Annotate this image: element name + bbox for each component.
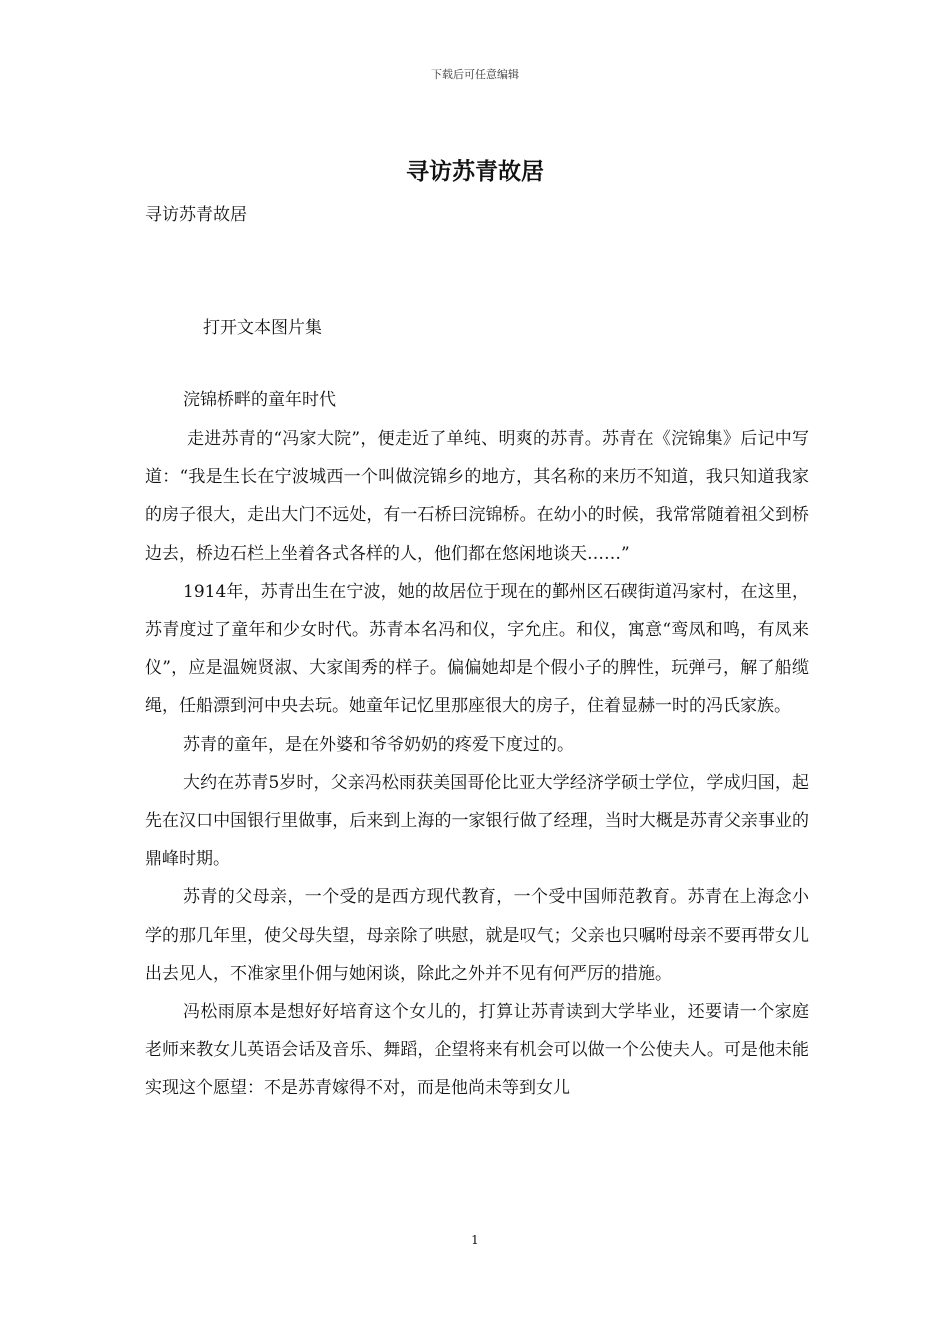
article-title: 寻访苏青故居 — [406, 158, 544, 185]
article-subtitle: 寻访苏青故居 — [145, 205, 247, 225]
open-gallery-link[interactable]: 打开文本图片集 — [203, 318, 322, 338]
paragraph: 1914年，苏青出生在宁波，她的故居位于现在的鄞州区石碶街道冯家村，在这里，苏青度过了童年和少女时代。苏青本名冯和仪，字允庄。和仪，寓意“鸾凤和鸣，有凤来仪”，应是温婉贤淑、大家闺秀的样子。偏偏她却是个假小子的脾性，玩弹弓，解了船缆绳，任船漂到河中央去玩。她童年记忆里那座很大的房子，住着显赫一时的冯氏家族。 — [145, 581, 809, 717]
article-body — [145, 420, 809, 1108]
paragraph: 苏青的童年，是在外婆和爷爷奶奶的疼爱下度过的。 — [183, 734, 574, 755]
paragraph: 苏青的父母亲，一个受的是西方现代教育，一个受中国师范教育。苏青在上海念小学的那几年里，使父母失望，母亲除了哄慰，就是叹气；父亲也只嘱咐母亲不要再带女儿出去见人，不准家里仆佣与她闲谈，除此之外并不见有何严厉的措施。 — [145, 887, 809, 984]
page-header: 下载后可任意编辑 — [431, 68, 519, 81]
page-number: 1 — [471, 1233, 479, 1247]
paragraph: 大约在苏青5岁时，父亲冯松雨获美国哥伦比亚大学经济学硕士学位，学成归国，起先在汉口中国银行里做事，后来到上海的一家银行做了经理，当时大概是苏青父亲事业的鼎峰时期。 — [145, 772, 809, 870]
section-heading: 浣锦桥畔的童年时代 — [183, 390, 336, 410]
paragraph: 走进苏青的“冯家大院”，便走近了单纯、明爽的苏青。苏青在《浣锦集》后记中写道：“我是生长在宁波城西一个叫做浣锦乡的地方，其名称的来历不知道，我只知道我家的房子很大，走出大门不远处，有一石桥曰浣锦桥。在幼小的时候，我常常随着祖父到桥边去，桥边石栏上坐着各式各样的人，他们都在悠闲地谈天……” — [145, 429, 809, 564]
paragraph: 冯松雨原本是想好好培育这个女儿的，打算让苏青读到大学毕业，还要请一个家庭老师来教女儿英语会话及音乐、舞蹈，企望将来有机会可以做一个公使夫人。可是他未能实现这个愿望：不是苏青嫁得不对，而是他尚未等到女儿 — [145, 1002, 809, 1099]
